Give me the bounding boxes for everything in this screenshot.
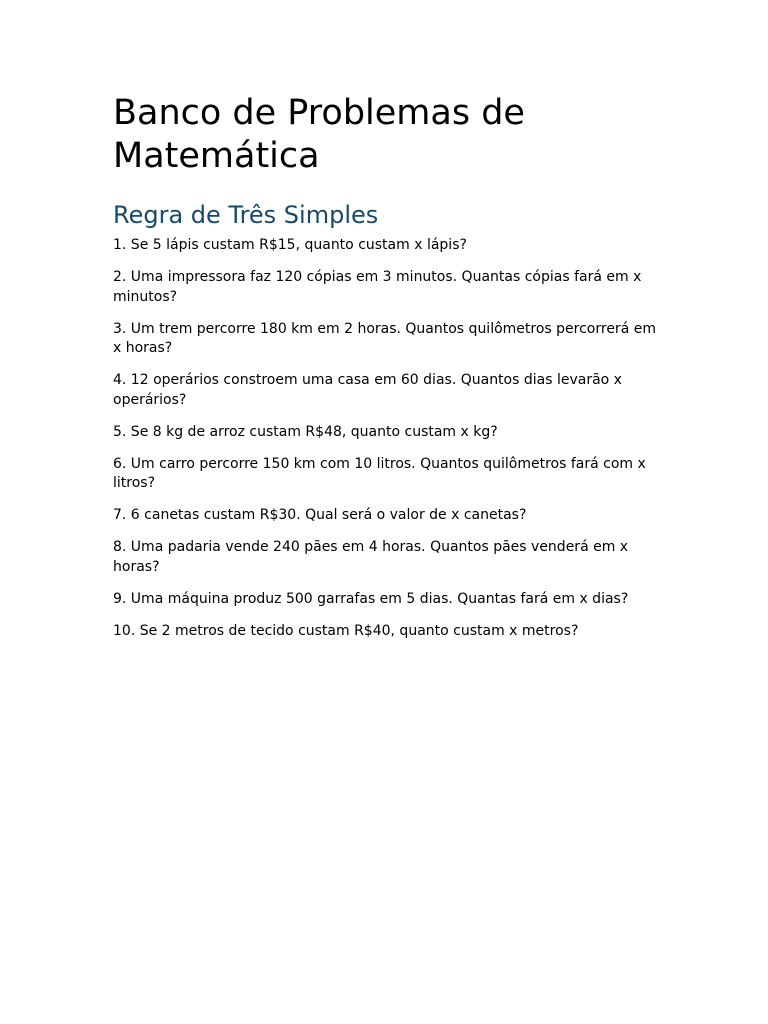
problem-item: 6. Um carro percorre 150 km com 10 litros. Quantos quilômetros fará com x litros?	[113, 455, 646, 491]
section-heading: Regra de Três Simples	[113, 201, 379, 229]
problem-item: 4. 12 operários constroem uma casa em 60 dias. Quantos dias levarão x operários?	[113, 372, 622, 408]
problem-item: 5. Se 8 kg de arroz custam R$48, quanto custam x kg?	[113, 423, 498, 440]
problem-item: 7. 6 canetas custam R$30. Qual será o valor de x canetas?	[113, 507, 527, 523]
problem-item: 3. Um trem percorre 180 km em 2 horas. Quantos quilômetros percorrerá em x horas?	[113, 320, 656, 356]
problem-item: 1. Se 5 lápis custam R$15, quanto custam x lápis?	[113, 237, 467, 253]
problem-item: 2. Uma impressora faz 120 cópias em 3 minutos. Quantas cópias fará em x minutos?	[113, 269, 642, 305]
problem-item: 8. Uma padaria vende 240 pães em 4 horas. Quantos pães venderá em x horas?	[113, 539, 629, 575]
problem-item: 10. Se 2 metros de tecido custam R$40, quanto custam x metros?	[113, 622, 579, 639]
problem-item: 9. Uma máquina produz 500 garrafas em 5 dias. Quantas fará em x dias?	[113, 590, 629, 607]
document-page	[113, 92, 658, 654]
problem-list	[113, 236, 658, 641]
page-title: Banco de Problemas de Matemática	[113, 93, 525, 176]
